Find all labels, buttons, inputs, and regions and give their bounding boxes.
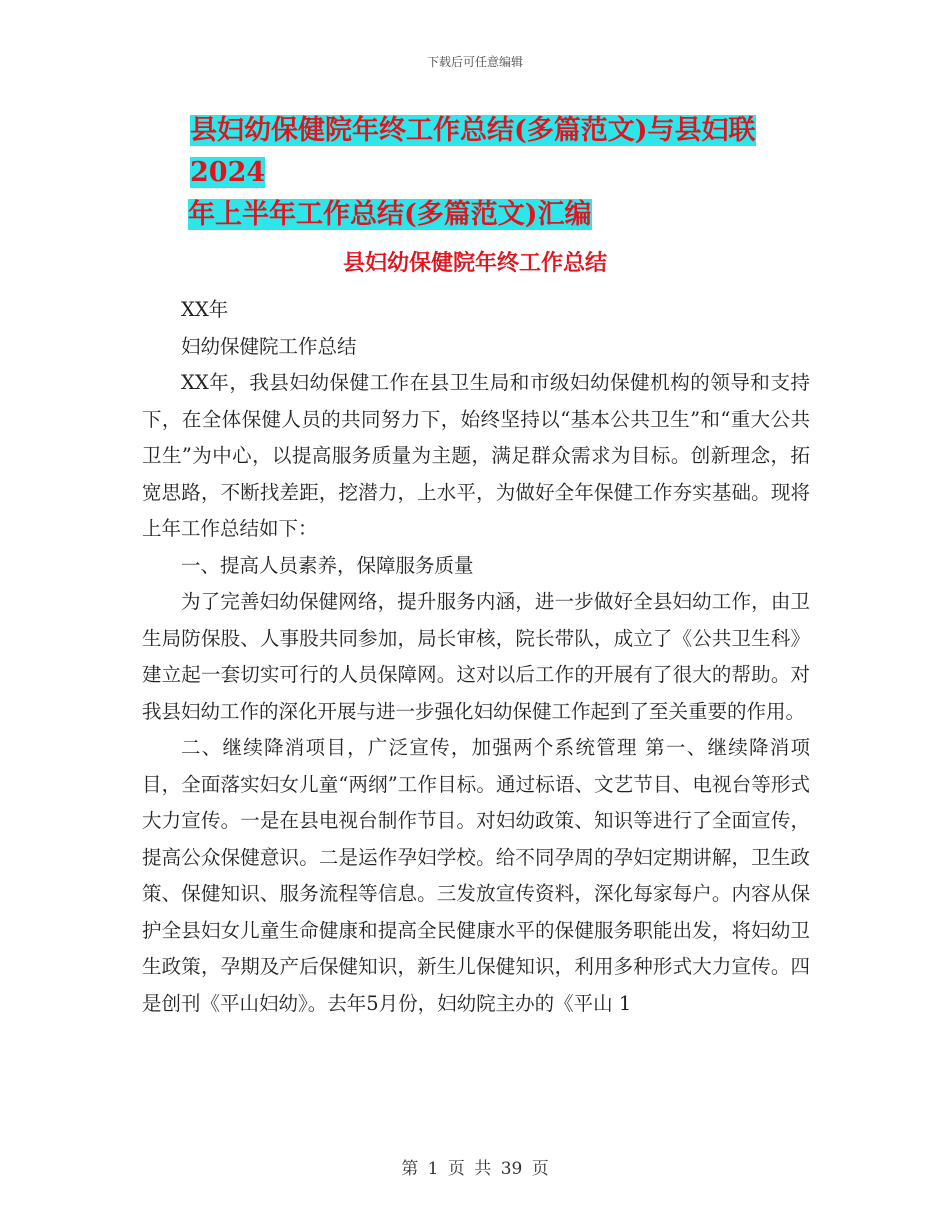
page-footer: 第 1 页 共 39 页 [401, 1159, 549, 1179]
document-title [190, 110, 830, 236]
document-body [142, 292, 810, 1022]
section-title: 县妇幼保健院年终工作总结 [342, 250, 607, 276]
paragraph: XX年 [181, 298, 229, 321]
paragraph: 一、提高人员素养，保障服务质量 [181, 553, 474, 577]
page-header: 下载后可任意编辑 [426, 55, 523, 69]
paragraph: XX年，我县妇幼保健工作在县卫生局和市级妇幼保健机构的领导和支持下，在全体保健人员的共同努力下，始终坚持以“基本公共卫生”和“重大公共卫生”为中心，以提高服务质量为主题，满足群众需求为目标。创新理念，拓宽思路，不断找差距，挖潜力，上水平，为做好全年保健工作夯实基础。现将上年工作总结如下： [142, 371, 810, 540]
paragraph: 二、继续降消项目，广泛宣传，加强两个系统管理 第一、继续降消项目，全面落实妇女儿童“两纲”工作目标。通过标语、文艺节目、电视台等形式大力宣传。一是在县电视台制作节目。对妇幼政策、知识等进行了全面宣传，提高公众保健意识。二是运作孕妇学校。给不同孕周的孕妇定期讲解，卫生政策、保健知识、服务流程等信息。三发放宣传资料，深化每家每户。内容从保护全县妇女儿童生命健康和提高全民健康水平的保健服务职能出发，将妇幼卫生政策，孕期及产后保健知识，新生儿保健知识，利用多种形式大力宣传。四是创刊《平山妇幼》。去年5月份，妇幼院主办的《平山 1 [142, 736, 810, 1015]
title-line-1: 县妇幼保健院年终工作总结(多篇范文)与县妇联2024 [190, 115, 756, 188]
title-line-2: 年上半年工作总结(多篇范文)汇编 [188, 199, 592, 230]
paragraph: 为了完善妇幼保健网络，提升服务内涵，进一步做好全县妇幼工作，由卫生局防保股、人事股共同参加，局长审核，院长带队，成立了《公共卫生科》建立起一套切实可行的人员保障网。这对以后工作的开展有了很大的帮助。对我县妇幼工作的深化开展与进一步强化妇幼保健工作起到了至关重要的作用。 [142, 590, 810, 723]
paragraph: 妇幼保健院工作总结 [181, 334, 357, 358]
